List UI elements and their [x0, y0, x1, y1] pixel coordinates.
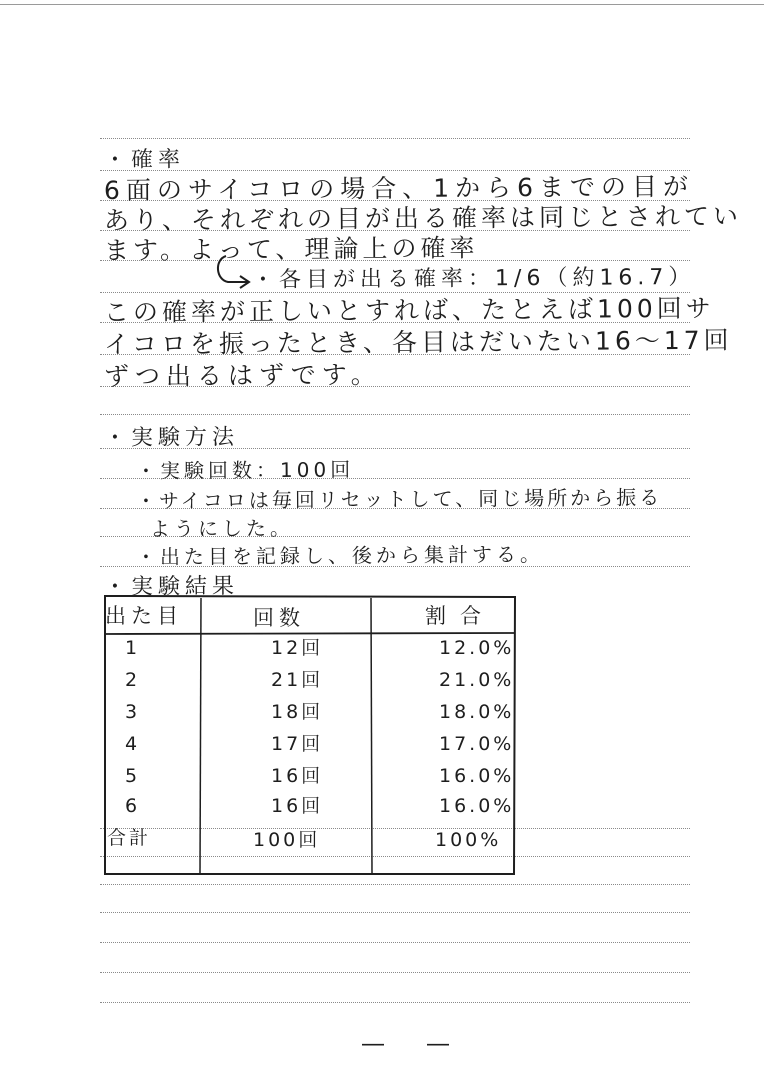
notebook-rule-line	[100, 912, 690, 913]
probability-line-4: この確率が正しいとすれば、たとえば100回サ	[103, 293, 715, 327]
total-ratio: 100%	[435, 829, 502, 851]
probability-line-1: 6面のサイコロの場合、1から6までの目が	[103, 171, 695, 205]
notebook-rule-line	[100, 972, 690, 973]
probability-line-2: あり、それぞれの目が出る確率は同じとされてい	[103, 201, 743, 235]
probability-line-3: ます。よって、理論上の確率	[103, 233, 479, 265]
method-item-2: ・サイコロは毎回リセットして、同じ場所から振る	[135, 485, 663, 513]
notebook-rule-line	[100, 942, 690, 943]
arrow-icon	[212, 252, 252, 292]
page-footer: ― ―	[362, 1032, 467, 1057]
col-header-count: 回数	[253, 606, 305, 630]
row-count: 16回	[271, 795, 324, 817]
total-count: 100回	[253, 829, 321, 851]
method-item-1: ・実験回数：100回	[135, 457, 355, 483]
row-face: 5	[125, 765, 141, 787]
row-ratio: 12.0%	[439, 637, 515, 659]
row-face: 1	[125, 637, 141, 659]
notebook-rule-line	[100, 138, 690, 139]
row-ratio: 16.0%	[439, 765, 515, 787]
row-ratio: 21.0%	[439, 669, 515, 691]
total-label: 合計	[107, 827, 152, 849]
probability-line-5: イコロを振ったとき、各目はだいたい16〜17回	[103, 325, 733, 359]
row-count: 17回	[271, 733, 324, 755]
notebook-rule-line	[100, 884, 690, 885]
page-top-edge	[0, 4, 764, 5]
notebook-rule-line	[100, 1002, 690, 1003]
method-item-2-cont: ようにした。	[149, 515, 295, 541]
row-face: 3	[125, 701, 141, 723]
col-header-face: 出た目	[105, 604, 183, 628]
notebook-rule-line	[100, 414, 690, 415]
row-count: 16回	[271, 765, 324, 787]
probability-line-6: ずつ出るはずです。	[103, 360, 382, 391]
method-item-3: ・出た目を記録し、後から集計する。	[135, 542, 545, 569]
results-table	[103, 594, 516, 877]
row-ratio: 16.0%	[439, 795, 515, 817]
row-face: 6	[125, 795, 141, 817]
heading-probability: ・確率	[103, 147, 186, 173]
heading-method: ・実験方法	[103, 425, 240, 451]
row-ratio: 18.0%	[439, 701, 515, 723]
row-count: 21回	[271, 669, 324, 691]
row-ratio: 17.0%	[439, 733, 515, 755]
row-face: 2	[125, 669, 141, 691]
col-header-ratio: 割合	[425, 604, 495, 628]
row-count: 12回	[271, 637, 324, 659]
row-face: 4	[125, 733, 141, 755]
row-count: 18回	[271, 701, 324, 723]
notebook-rule-line	[100, 170, 690, 171]
probability-formula: ・各目が出る確率：1/6（約16.7）	[251, 264, 696, 293]
heading-results: ・実験結果	[103, 574, 240, 600]
